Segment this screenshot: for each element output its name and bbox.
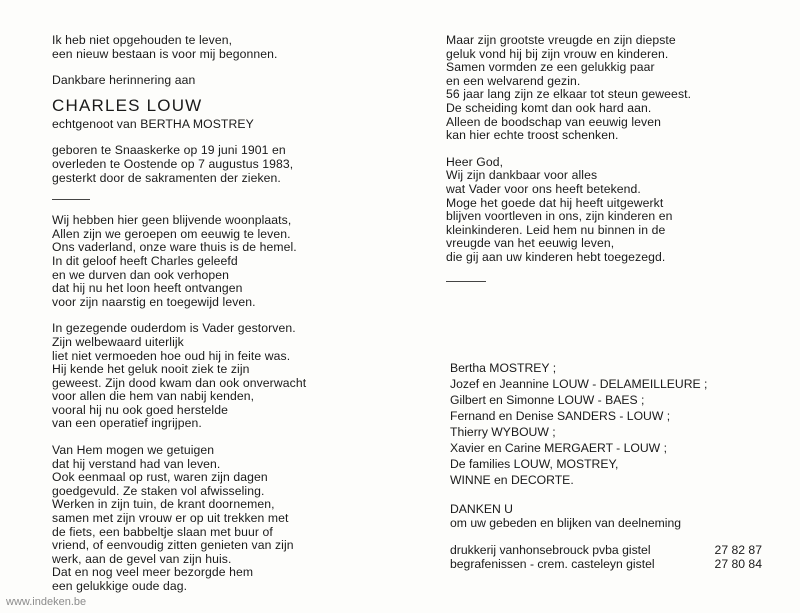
stanza-line: Hij kende het geluk nooit ziek te zijn [52, 362, 250, 377]
stanza-line: goedgevuld. Ze staken vol afwisseling. [52, 483, 265, 498]
stanza-line: geweest. Zijn dood kwam dan ook onverwacht [52, 375, 307, 390]
stanza-line: De scheiding komt dan ook hard aan. [446, 100, 652, 115]
stanza-line: werk, aan de gevel van zijn huis. [52, 551, 232, 566]
prayer-line: wat Vader voor ons heeft betekend. [446, 181, 641, 196]
divider [446, 281, 486, 282]
printer-name: drukkerij vanhonsebrouck pvba gistel [450, 543, 651, 557]
stanza-line: kan hier echte troost schenken. [446, 128, 619, 143]
family-line: Jozef en Jeannine LOUW - DELAMEILLEURE ; [450, 377, 708, 391]
stanza-line: voor allen die hem van nabij kenden, [52, 389, 255, 404]
stanza-line: Dat en nog veel meer bezorgde hem [52, 565, 254, 580]
stanza-line: samen met zijn vrouw er op uit trekken met [52, 511, 289, 526]
family-line: Bertha MOSTREY ; [450, 361, 557, 375]
prayer-line: kleinkinderen. Leid hem nu binnen in de [446, 222, 666, 237]
stanza-line: In gezegende ouderdom is Vader gestorven. [52, 321, 296, 336]
right-column [446, 34, 786, 282]
family-line: Fernand en Denise SANDERS - LOUW ; [450, 409, 671, 423]
stanza-line: Van Hem mogen we getuigen [52, 443, 215, 458]
printer-phone: 27 82 87 [714, 543, 762, 557]
birth-death-line: overleden te Oostende op 7 augustus 1983, [52, 156, 294, 171]
watermark: www.indeken.be [6, 596, 87, 608]
family-line: WINNE en DECORTE. [450, 473, 574, 487]
stanza-line: geluk vond hij bij zijn vrouw en kinderen. [446, 46, 669, 61]
family-list [450, 360, 707, 488]
printer-name: begrafenissen - crem. casteleyn gistel [450, 557, 655, 571]
stanza-line: dat hij nu het loon heeft ontvangen [52, 281, 243, 296]
printer-row [450, 557, 762, 571]
stanza-line: Zijn welbewaard uiterlijk [52, 334, 184, 349]
intro-line: Ik heb niet opgehouden te leven, [52, 33, 233, 47]
prayer-line: blijven voortleven in ons, zijn kinderen en [446, 209, 673, 224]
left-column [52, 34, 382, 594]
prayer-line: Heer God, [446, 154, 504, 169]
prayer-line: Moge het goede dat hij heeft uitgewerkt [446, 195, 664, 210]
printer-block [450, 543, 762, 571]
stanza-line: en we durven dan ook verhopen [52, 267, 230, 282]
intro-line: een nieuw bestaan is voor mij begonnen. [52, 46, 278, 61]
family-line: Thierry WYBOUW ; [450, 425, 556, 439]
stanza-line: de fiets, een babbeltje slaan met buur of [52, 524, 273, 539]
stanza-line: In dit geloof heeft Charles geleefd [52, 253, 238, 268]
stanza-line: en een welvarend gezin. [446, 73, 581, 88]
stanza-line: vooral hij nu ook goed herstelde [52, 402, 228, 417]
stanza-line: vriend, of eenvoudig zitten genieten van zijn [52, 538, 294, 553]
stanza-line: liet niet vermoeden hoe oud hij in feite was. [52, 348, 291, 363]
thanks-title: DANKEN U [450, 502, 513, 516]
stanza-line: dat hij verstand had van leven. [52, 456, 221, 471]
stanza-line: Maar zijn grootste vreugde en zijn diepste [446, 33, 676, 47]
family-line: De families LOUW, MOSTREY, [450, 457, 619, 471]
stanza-line: Wij hebben hier geen blijvende woonplaats, [52, 213, 292, 228]
family-line: Gilbert en Simonne LOUW - BAES ; [450, 393, 645, 407]
divider [52, 199, 90, 200]
birth-death-line: gesterkt door de sakramenten der zieken. [52, 170, 281, 185]
prayer-line: vreugde van het eeuwig leven, [446, 236, 615, 251]
printer-row [450, 543, 762, 557]
stanza-line: voor zijn naarstig en toegewijd leven. [52, 294, 256, 309]
prayer-line: Wij zijn dankbaar voor alles [446, 168, 598, 183]
thanks-text: om uw gebeden en blijken van deelneming [450, 516, 682, 530]
printer-phone: 27 80 84 [714, 557, 762, 571]
prayer-line: die gij aan uw kinderen hebt toegezegd. [446, 249, 666, 264]
stanza-line: Ons vaderland, onze ware thuis is de hemel. [52, 240, 297, 255]
stanza-line: Werken in zijn tuin, de krant doornemen, [52, 497, 275, 512]
deceased-name: CHARLES LOUW [52, 95, 203, 115]
family-line: Xavier en Carine MERGAERT - LOUW ; [450, 441, 667, 455]
stanza-line: Allen zijn we geroepen om eeuwig te leven. [52, 226, 291, 241]
stanza-line: van een operatief ingrijpen. [52, 416, 202, 431]
spouse-line: echtgenoot van BERTHA MOSTREY [52, 116, 254, 131]
remembrance-label: Dankbare herinnering aan [52, 73, 196, 88]
stanza-line: 56 jaar lang zijn ze elkaar tot steun geweest. [446, 87, 692, 102]
stanza-line: een gelukkige oude dag. [52, 579, 188, 593]
stanza-line: Samen vormden ze een gelukkig paar [446, 60, 655, 75]
birth-death-line: geboren te Snaaskerke op 19 juni 1901 en [52, 143, 286, 158]
stanza-line: Ook eenmaal op rust, waren zijn dagen [52, 470, 268, 485]
stanza-line: Alleen de boodschap van eeuwig leven [446, 114, 662, 129]
thanks-block [450, 502, 681, 530]
